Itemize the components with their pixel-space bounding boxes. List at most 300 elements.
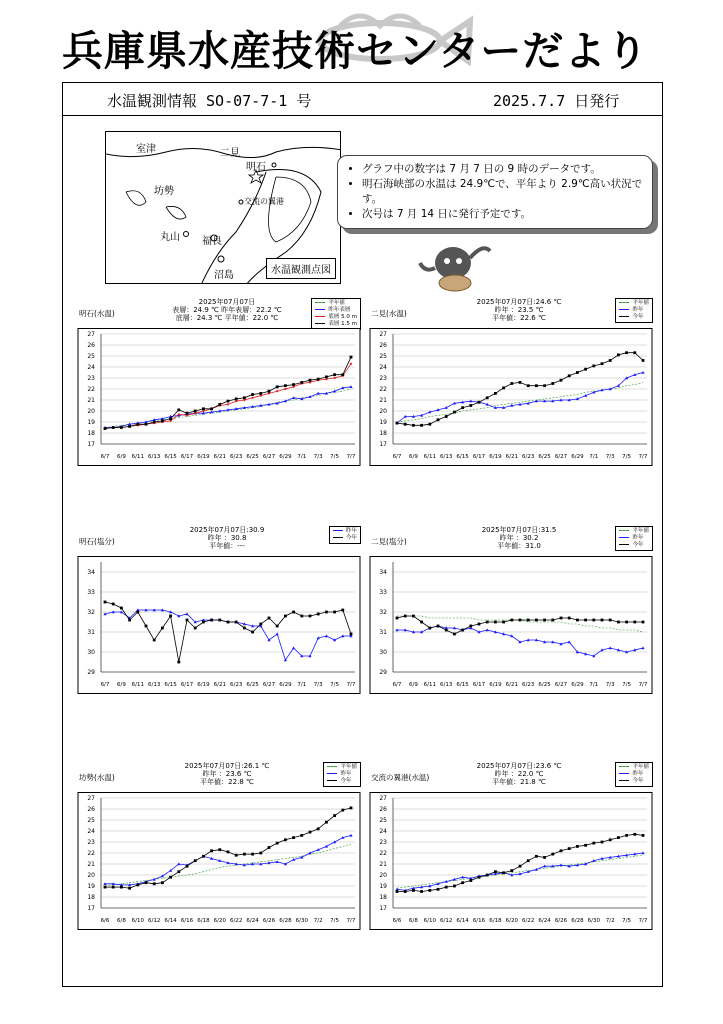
map-label-fukura: 福良 — [202, 236, 222, 247]
data-point — [445, 629, 448, 632]
chart-title-line: 2025年07月07日:26.1 ℃ — [184, 762, 270, 770]
data-point — [186, 412, 189, 415]
x-tick-label: 6/11 — [423, 682, 436, 688]
y-tick-label: 18 — [379, 894, 387, 901]
chart-title-line: 昨年 ：30.8 — [207, 534, 247, 542]
map-label-futami: 二見 — [220, 148, 240, 159]
x-tick-label: 6/22 — [522, 918, 535, 924]
data-point — [404, 615, 407, 618]
x-tick-label: 6/28 — [279, 918, 292, 924]
data-point — [104, 601, 107, 604]
y-tick-label: 26 — [379, 342, 387, 349]
x-tick-label: 6/21 — [505, 454, 518, 460]
data-point — [177, 661, 180, 664]
legend-label: 表層 1.5 m — [328, 321, 357, 327]
data-point — [259, 623, 262, 626]
legend-label: 今年 — [632, 314, 644, 320]
y-tick-label: 30 — [379, 649, 387, 656]
chart-legend — [615, 298, 653, 323]
data-point — [469, 404, 472, 407]
chart-title-line: 平年値：31.0 — [497, 542, 541, 550]
x-tick-label: 6/29 — [571, 454, 584, 460]
chart-legend — [329, 526, 361, 544]
newsletter-frame — [62, 82, 663, 987]
data-point — [404, 890, 407, 893]
data-point — [227, 851, 230, 854]
data-point — [461, 406, 464, 409]
chart-title-line: 平年値：22.6 ℃ — [492, 314, 546, 322]
data-point — [251, 853, 254, 856]
chart-akashi-temperature — [77, 298, 377, 473]
data-point — [145, 625, 148, 628]
legend-swatch — [619, 316, 629, 317]
data-point — [235, 398, 238, 401]
data-point — [235, 854, 238, 857]
data-point — [350, 363, 352, 365]
data-point — [350, 633, 353, 636]
data-point — [437, 888, 440, 891]
data-point — [128, 619, 131, 622]
data-point — [535, 619, 538, 622]
data-point — [202, 621, 205, 624]
x-tick-label: 7/1 — [297, 454, 307, 460]
data-point — [292, 611, 295, 614]
data-point — [527, 384, 530, 387]
data-point — [428, 423, 431, 426]
y-tick-label: 18 — [87, 430, 95, 437]
note-item: • 次号は 7 月 14 日に発行予定です。 — [362, 207, 644, 222]
x-tick-label: 6/24 — [538, 918, 551, 924]
data-point — [404, 423, 407, 426]
data-point — [252, 397, 254, 399]
data-point — [592, 842, 595, 845]
x-tick-label: 7/5 — [330, 454, 340, 460]
data-point — [325, 611, 328, 614]
data-point — [292, 383, 295, 386]
legend-entry — [327, 764, 357, 771]
y-tick-label: 19 — [379, 883, 387, 890]
x-tick-label: 7/5 — [622, 918, 632, 924]
data-point — [251, 631, 254, 634]
data-point — [325, 821, 328, 824]
data-point — [145, 881, 148, 884]
data-point — [445, 886, 448, 889]
x-tick-label: 6/27 — [262, 454, 276, 460]
x-tick-label: 6/15 — [456, 682, 469, 688]
data-point — [633, 621, 636, 624]
y-tick-label: 31 — [87, 629, 95, 636]
y-tick-label: 24 — [87, 828, 95, 835]
data-point — [153, 421, 156, 424]
data-point — [412, 615, 415, 618]
data-point — [592, 365, 595, 368]
data-point — [284, 615, 287, 618]
chart-frame — [78, 329, 360, 466]
chart-frame — [78, 557, 360, 694]
data-point — [551, 853, 554, 856]
data-point — [396, 617, 399, 620]
x-tick-label: 6/6 — [392, 918, 402, 924]
data-point — [309, 379, 312, 382]
data-point — [396, 422, 399, 425]
y-tick-label: 17 — [379, 441, 387, 448]
y-tick-label: 18 — [379, 430, 387, 437]
x-tick-label: 7/2 — [605, 918, 615, 924]
data-point — [535, 855, 538, 858]
data-point — [601, 619, 604, 622]
legend-entry — [333, 535, 357, 542]
chart-station-name: 明石(塩分) — [79, 537, 115, 546]
x-tick-label: 6/14 — [456, 918, 469, 924]
data-point — [527, 859, 530, 862]
y-tick-label: 29 — [379, 669, 387, 676]
data-point — [161, 627, 164, 630]
y-tick-label: 22 — [379, 850, 387, 857]
data-point — [625, 834, 628, 837]
data-point — [617, 836, 620, 839]
data-point — [186, 865, 189, 868]
data-point — [584, 844, 587, 847]
chart-station-name: 明石(水温) — [79, 309, 115, 318]
legend-swatch — [619, 544, 629, 545]
data-point — [560, 849, 563, 852]
data-point — [486, 396, 489, 399]
data-point — [568, 374, 571, 377]
data-point — [243, 853, 246, 856]
issue-header — [63, 83, 662, 116]
data-point — [170, 420, 172, 422]
x-tick-label: 7/7 — [638, 682, 648, 688]
chart-legend — [615, 762, 653, 787]
chart-frame — [370, 329, 652, 466]
x-tick-label: 6/29 — [279, 682, 292, 688]
y-tick-label: 21 — [379, 397, 387, 404]
data-point — [453, 633, 456, 636]
x-tick-label: 6/22 — [230, 918, 243, 924]
y-tick-label: 27 — [379, 795, 387, 802]
data-point — [317, 613, 320, 616]
data-point — [153, 639, 156, 642]
legend-swatch — [619, 780, 629, 781]
data-point — [259, 852, 262, 855]
legend-swatch — [333, 537, 343, 538]
data-point — [461, 881, 464, 884]
y-tick-label: 17 — [379, 905, 387, 912]
chart-title-line: 昨年 ：23.5 ℃ — [494, 306, 544, 314]
y-tick-label: 17 — [87, 905, 95, 912]
data-point — [560, 379, 563, 382]
x-tick-label: 6/13 — [440, 454, 453, 460]
data-point — [120, 426, 123, 429]
legend-label: 昨年 — [345, 528, 357, 534]
x-tick-label: 6/9 — [116, 454, 126, 460]
x-tick-label: 6/9 — [408, 454, 418, 460]
x-tick-label: 6/16 — [180, 918, 194, 924]
x-tick-label: 6/12 — [440, 918, 453, 924]
legend-swatch — [619, 309, 629, 310]
data-point — [161, 420, 164, 423]
data-point — [412, 424, 415, 427]
data-point — [486, 621, 489, 624]
chart-station-name: 交流の翼港(水温) — [371, 773, 430, 782]
x-tick-label: 7/7 — [638, 454, 648, 460]
map-label-murotsu: 室津 — [136, 144, 156, 155]
x-tick-label: 6/15 — [456, 454, 469, 460]
data-point — [633, 833, 636, 836]
x-tick-label: 7/7 — [346, 682, 356, 688]
data-point — [243, 396, 246, 399]
x-tick-label: 6/8 — [116, 918, 126, 924]
data-point — [169, 417, 172, 420]
data-point — [584, 368, 587, 371]
data-point — [568, 617, 571, 620]
y-tick-label: 20 — [379, 872, 387, 879]
legend-entry — [619, 764, 649, 771]
data-point — [625, 621, 628, 624]
x-tick-label: 6/17 — [472, 454, 486, 460]
x-tick-label: 6/9 — [408, 682, 418, 688]
data-point — [112, 886, 115, 889]
data-point — [478, 876, 481, 879]
x-tick-label: 6/16 — [472, 918, 486, 924]
x-tick-label: 7/5 — [330, 682, 340, 688]
data-point — [576, 619, 579, 622]
legend-label: 昨年 — [632, 307, 644, 313]
y-tick-label: 17 — [87, 441, 95, 448]
data-point — [633, 351, 636, 354]
x-tick-label: 6/30 — [587, 918, 600, 924]
x-tick-label: 6/8 — [408, 918, 418, 924]
data-point — [210, 407, 213, 410]
data-point — [437, 418, 440, 421]
data-point — [112, 603, 115, 606]
chart-title-line: 2025年07月07日:31.5 — [481, 526, 557, 534]
data-point — [235, 400, 237, 402]
y-tick-label: 23 — [379, 375, 387, 382]
y-tick-label: 19 — [379, 419, 387, 426]
data-point — [510, 619, 513, 622]
chart-plot — [77, 556, 361, 694]
note-item: • 明石海峡部の水温は 24.9℃で、平年より 2.9℃高い状況です。 — [362, 177, 644, 207]
y-tick-label: 31 — [379, 629, 387, 636]
data-point — [510, 869, 513, 872]
data-point — [543, 384, 546, 387]
y-tick-label: 34 — [379, 569, 387, 576]
data-point — [259, 392, 262, 395]
data-point — [136, 884, 139, 887]
x-tick-label: 6/7 — [392, 682, 402, 688]
x-tick-label: 6/21 — [213, 682, 226, 688]
legend-label: 昨年 — [632, 771, 644, 777]
x-tick-label: 6/30 — [295, 918, 308, 924]
x-tick-label: 6/27 — [554, 682, 568, 688]
y-tick-label: 30 — [87, 649, 95, 656]
x-tick-label: 6/12 — [148, 918, 161, 924]
chart-legend — [323, 762, 361, 787]
chart-title-line: 2025年07月07日:30.9 — [189, 526, 265, 534]
x-tick-label: 7/7 — [638, 918, 648, 924]
legend-label: 平年値 — [328, 300, 345, 306]
data-point — [437, 625, 440, 628]
data-point — [186, 414, 188, 416]
x-tick-label: 6/19 — [489, 454, 502, 460]
data-point — [325, 376, 328, 379]
x-tick-label: 7/1 — [297, 682, 307, 688]
map-label-koryu: 交流の翼港 — [244, 197, 284, 206]
legend-entry — [619, 778, 649, 785]
x-tick-label: 6/15 — [164, 682, 177, 688]
x-tick-label: 7/2 — [313, 918, 323, 924]
legend-swatch — [327, 766, 337, 767]
y-tick-label: 33 — [87, 589, 95, 596]
legend-label: 底層 5.0 m — [328, 314, 357, 320]
chart-station-name: 二見(水温) — [371, 309, 407, 318]
octopus-mascot-icon — [415, 233, 495, 293]
legend-swatch — [327, 773, 337, 774]
data-point — [527, 619, 530, 622]
data-point — [510, 382, 513, 385]
chart-station-name: 二見(塩分) — [371, 537, 407, 546]
data-point — [210, 619, 213, 622]
y-tick-label: 19 — [87, 419, 95, 426]
x-tick-label: 6/21 — [505, 682, 518, 688]
data-point — [202, 410, 204, 412]
chart-title-line: 表層：24.9 ℃ 昨年表層：22.2 ℃ — [172, 306, 282, 314]
y-tick-label: 25 — [87, 817, 95, 824]
data-point — [453, 411, 456, 414]
chart-title-line: 2025年07月07日 — [198, 298, 256, 306]
data-point — [453, 885, 456, 888]
legend-entry — [315, 307, 357, 314]
x-tick-label: 6/19 — [197, 454, 210, 460]
data-point — [218, 848, 221, 851]
x-tick-label: 7/1 — [589, 454, 599, 460]
data-point — [153, 882, 156, 885]
legend-label: 平年値 — [632, 300, 649, 306]
data-point — [551, 619, 554, 622]
data-point — [128, 887, 131, 890]
data-point — [334, 377, 336, 379]
banner — [0, 0, 723, 80]
y-tick-label: 22 — [87, 850, 95, 857]
x-tick-label: 6/7 — [392, 454, 402, 460]
x-tick-label: 6/6 — [100, 918, 110, 924]
x-tick-label: 6/17 — [180, 454, 194, 460]
x-tick-label: 6/23 — [230, 682, 243, 688]
data-point — [560, 617, 563, 620]
data-point — [333, 814, 336, 817]
x-tick-label: 7/3 — [313, 454, 323, 460]
data-point — [309, 831, 312, 834]
data-point — [502, 387, 505, 390]
data-point — [445, 415, 448, 418]
data-point — [104, 427, 107, 430]
x-tick-label: 7/3 — [605, 682, 615, 688]
chart-legend — [615, 526, 653, 551]
x-tick-label: 6/11 — [423, 454, 436, 460]
data-point — [300, 834, 303, 837]
legend-label: 今年 — [632, 542, 644, 548]
data-point — [210, 849, 213, 852]
y-tick-label: 25 — [87, 353, 95, 360]
legend-swatch — [315, 316, 325, 317]
data-point — [396, 890, 399, 893]
y-tick-label: 19 — [87, 883, 95, 890]
chart-title-line: 昨年 ：23.6 ℃ — [202, 770, 252, 778]
data-point — [592, 619, 595, 622]
data-point — [284, 388, 286, 390]
data-point — [543, 619, 546, 622]
x-tick-label: 7/7 — [346, 918, 356, 924]
legend-entry — [619, 771, 649, 778]
data-point — [136, 611, 139, 614]
legend-entry — [315, 321, 357, 328]
data-point — [494, 392, 497, 395]
legend-label: 今年 — [340, 778, 352, 784]
data-point — [276, 385, 279, 388]
data-point — [194, 412, 196, 414]
data-point — [420, 424, 423, 427]
chart-plot — [77, 328, 361, 466]
data-point — [120, 607, 123, 610]
data-point — [218, 403, 221, 406]
data-point — [333, 373, 336, 376]
y-tick-label: 24 — [379, 364, 387, 371]
legend-label: 昨年表層 — [328, 307, 351, 313]
data-point — [412, 889, 415, 892]
data-point — [428, 627, 431, 630]
data-point — [642, 621, 645, 624]
data-point — [469, 879, 472, 882]
x-tick-label: 7/5 — [622, 454, 632, 460]
chart-koryu-temperature — [369, 762, 669, 937]
data-point — [609, 359, 612, 362]
data-point — [576, 371, 579, 374]
data-point — [194, 859, 197, 862]
x-tick-label: 6/14 — [164, 918, 177, 924]
map-legend: 水温観測点図 — [266, 258, 336, 279]
x-tick-label: 6/17 — [472, 682, 486, 688]
x-tick-label: 6/25 — [246, 682, 259, 688]
issue-number: 水温観測情報 SO-07-7-1 号 — [107, 92, 312, 110]
chart-plot — [77, 792, 361, 930]
data-point — [178, 413, 180, 415]
legend-entry — [315, 300, 357, 307]
chart-station-name: 坊勢(水温) — [79, 773, 115, 782]
x-tick-label: 7/1 — [589, 682, 599, 688]
data-point — [543, 856, 546, 859]
data-point — [227, 400, 230, 403]
legend-swatch — [619, 766, 629, 767]
data-point — [609, 619, 612, 622]
x-tick-label: 6/25 — [246, 454, 259, 460]
legend-swatch — [619, 302, 629, 303]
x-tick-label: 7/7 — [346, 454, 356, 460]
data-point — [478, 623, 481, 626]
x-tick-label: 6/20 — [213, 918, 226, 924]
data-point — [576, 845, 579, 848]
x-tick-label: 6/19 — [197, 682, 210, 688]
legend-swatch — [619, 530, 629, 531]
x-tick-label: 6/29 — [279, 454, 292, 460]
y-tick-label: 23 — [379, 839, 387, 846]
legend-entry — [315, 314, 357, 321]
legend-entry — [619, 535, 649, 542]
data-point — [268, 846, 271, 849]
legend-entry — [327, 771, 357, 778]
data-point — [186, 619, 189, 622]
y-tick-label: 21 — [379, 861, 387, 868]
